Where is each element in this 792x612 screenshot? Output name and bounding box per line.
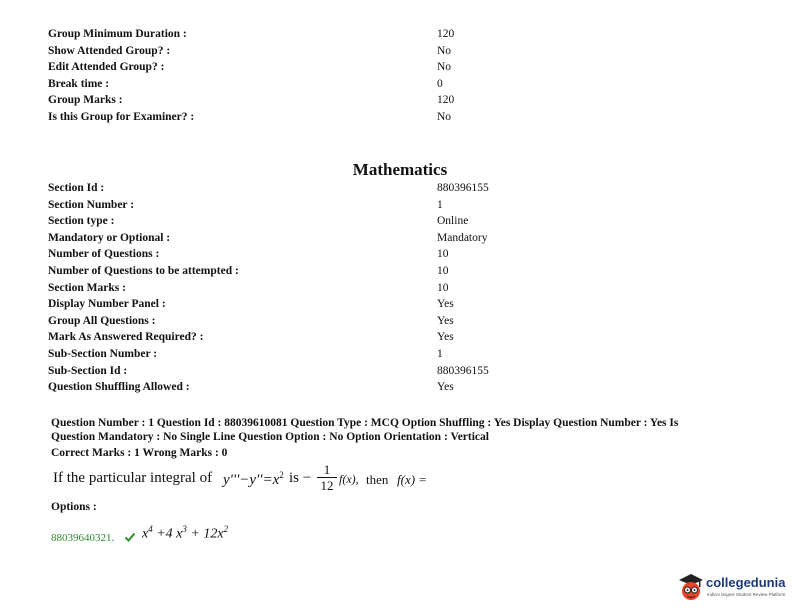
section-detail-value: Yes <box>437 314 454 327</box>
group-detail-value: No <box>437 61 452 74</box>
question-text-prefix: If the particular integral of <box>53 470 213 486</box>
section-detail-label: Number of Questions : <box>48 248 160 261</box>
section-detail-row <box>48 248 748 264</box>
group-detail-value: No <box>437 44 452 57</box>
section-detail-label: Question Shuffling Allowed : <box>48 381 190 394</box>
section-detail-label: Number of Questions to be attempted : <box>48 265 239 277</box>
section-detail-label: Section Number : <box>48 198 135 211</box>
section-detail-value: Yes <box>437 298 454 311</box>
question-fx-equals: f(x) = <box>397 472 428 487</box>
section-detail-row <box>48 232 748 248</box>
logo-tagline: India's largest Student Review Platform <box>707 592 786 597</box>
fraction-one-twelfth <box>315 462 339 493</box>
section-detail-value: 10 <box>437 265 449 277</box>
logo-wordmark: collegedunia <box>706 575 786 590</box>
section-detail-label: Section Marks : <box>48 281 126 294</box>
option-1-expression: $x^4 +4$ $x^3 + 12x^2$ <box>142 524 229 542</box>
question-info-line-2: Question Mandatory : No Single Line Question Option : No Option Orientation : Vertical <box>51 431 489 443</box>
group-detail-value: No <box>437 111 452 123</box>
group-detail-row <box>48 94 748 110</box>
group-detail-label: Edit Attended Group? : <box>48 61 165 74</box>
group-detail-row <box>48 28 748 44</box>
section-detail-row <box>48 282 748 298</box>
group-detail-label: Show Attended Group? : <box>48 44 171 57</box>
section-detail-value: 10 <box>437 281 449 294</box>
section-detail-value: Online <box>437 215 469 228</box>
section-detail-value: 1 <box>437 348 443 360</box>
section-detail-value: Yes <box>437 331 454 344</box>
section-detail-row <box>48 199 748 215</box>
section-detail-row <box>48 265 748 281</box>
fraction-numerator: 1 <box>323 462 331 477</box>
section-detail-label: Section type : <box>48 215 115 228</box>
section-detail-value: 880396155 <box>437 182 489 194</box>
collegedunia-logo <box>676 571 788 605</box>
question-info-line-1: Question Number : 1 Question Id : 88039610081 Question Type : MCQ Option Shuffling : Yes Display Question Number : Yes Is <box>51 417 679 429</box>
option-1-id: 88039640321. <box>51 532 115 544</box>
section-title: Mathematics <box>352 160 448 179</box>
section-detail-row <box>48 331 748 347</box>
section-detail-label: Group All Questions : <box>48 314 156 327</box>
group-detail-row <box>48 78 748 94</box>
section-detail-label: Sub-Section Id : <box>48 364 128 377</box>
question-text-is: is − <box>289 470 312 486</box>
fraction-denominator: 12 <box>320 478 334 493</box>
question-equation: $y'''-y''=x^2$ <box>223 470 284 488</box>
question-fx: f(x), <box>339 472 359 486</box>
question-info <box>51 416 741 444</box>
group-detail-label: Group Minimum Duration : <box>48 28 187 40</box>
section-detail-value: Yes <box>437 381 454 394</box>
group-detail-value: 120 <box>437 94 455 107</box>
section-detail-label: Sub-Section Number : <box>48 348 158 360</box>
group-detail-row <box>48 61 748 77</box>
section-detail-value: 880396155 <box>437 364 489 377</box>
group-detail-label: Is this Group for Examiner? : <box>48 111 195 123</box>
section-detail-label: Display Number Panel : <box>48 298 166 311</box>
section-detail-row <box>48 381 748 397</box>
question-marks: Correct Marks : 1 Wrong Marks : 0 <box>51 447 228 459</box>
group-detail-label: Break time : <box>48 77 110 90</box>
group-detail-label: Group Marks : <box>48 94 123 107</box>
section-detail-label: Mark As Answered Required? : <box>48 331 204 344</box>
question-text-then: then <box>366 472 389 487</box>
group-detail-value: 0 <box>437 77 443 90</box>
section-detail-row <box>48 348 748 364</box>
section-detail-row <box>48 365 748 381</box>
section-detail-label: Mandatory or Optional : <box>48 231 171 244</box>
section-detail-row <box>48 215 748 231</box>
options-label: Options : <box>51 501 97 513</box>
section-detail-value: 10 <box>437 248 449 261</box>
graduate-mascot-icon <box>678 573 704 603</box>
section-detail-label: Section Id : <box>48 182 105 194</box>
section-detail-value: 1 <box>437 198 443 211</box>
checkmark-icon <box>124 531 136 543</box>
section-detail-row <box>48 298 748 314</box>
section-detail-value: Mandatory <box>437 231 488 244</box>
group-detail-value: 120 <box>437 28 455 40</box>
group-detail-row <box>48 111 748 127</box>
group-detail-row <box>48 45 748 61</box>
section-detail-row <box>48 182 748 198</box>
section-detail-row <box>48 315 748 331</box>
